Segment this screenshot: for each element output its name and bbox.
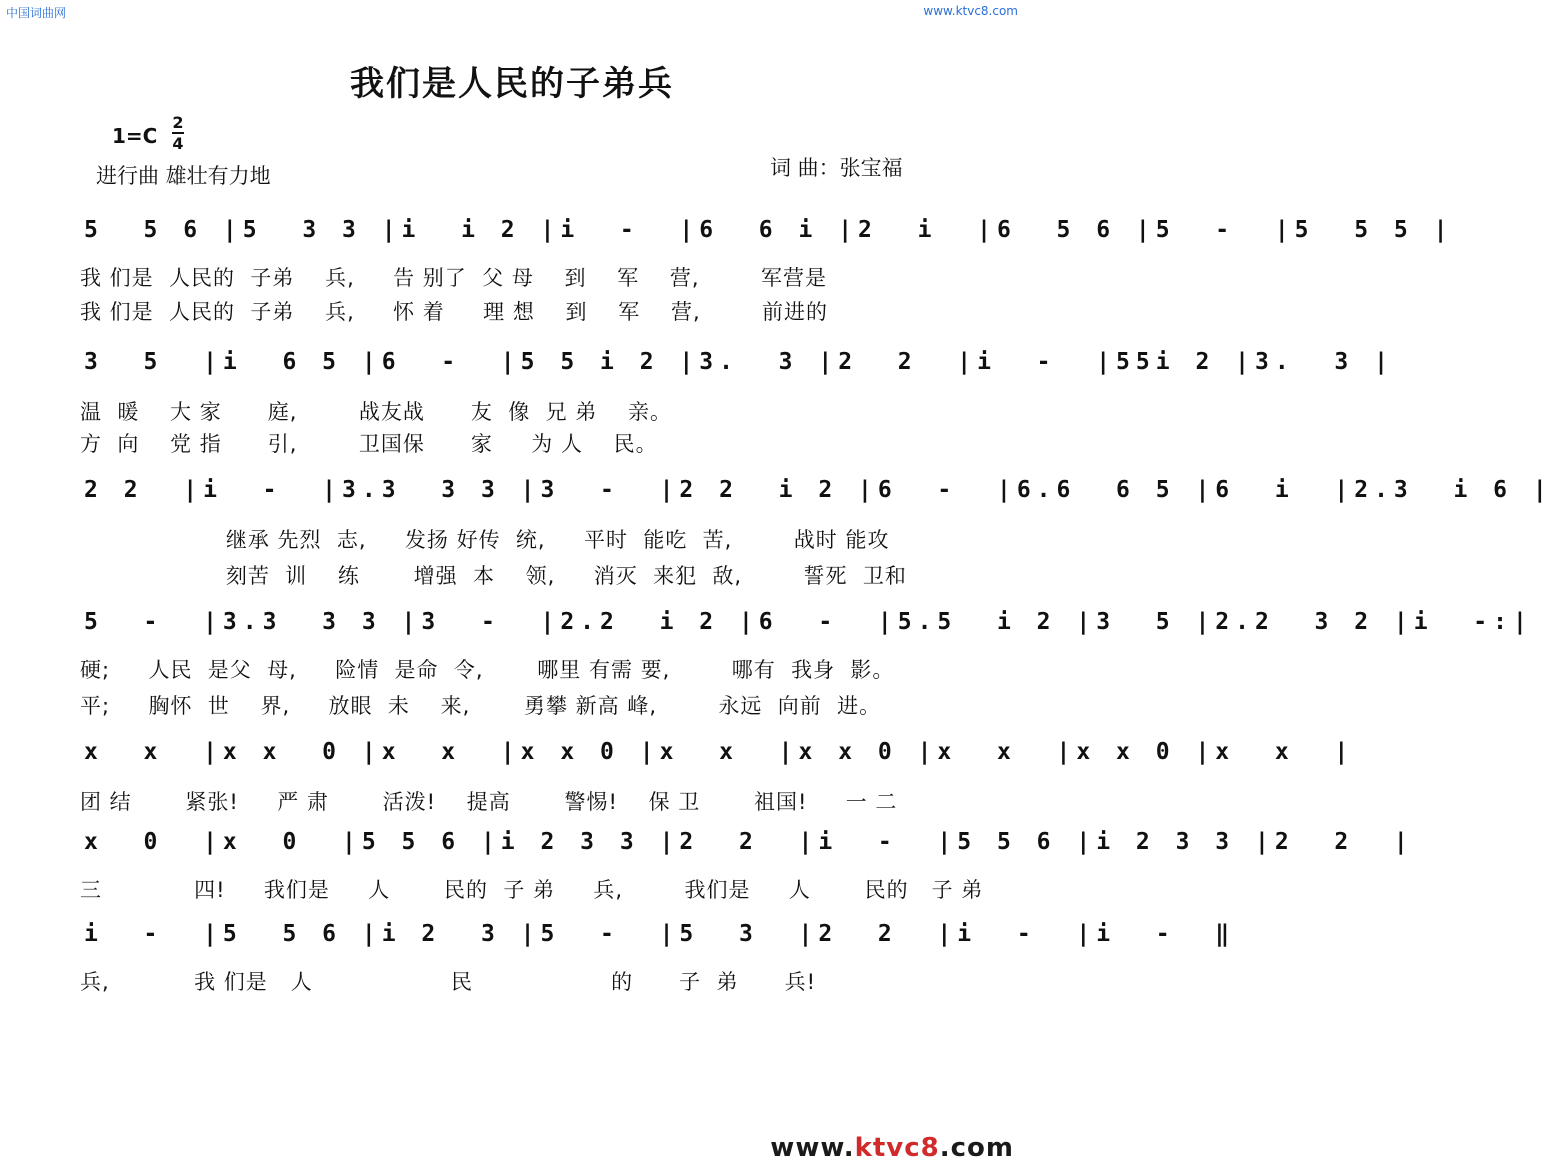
notes-line-7: i - |5 5 6 |i 2 3 |5 - |5 3 |2 2 |i - |i - ‖ <box>84 921 1236 947</box>
lyric-line-7: 兵, 我 们是 人 民 的 子 弟 兵! <box>80 970 816 994</box>
tempo-marking: 进行曲 雄壮有力地 <box>96 164 271 188</box>
music-line-6 <box>84 826 1414 866</box>
song-title: 我们是人民的子弟兵 <box>350 64 674 104</box>
lyric-line-4-verse-2: 平; 胸怀 世 界, 放眼 未 来, 勇攀 新高 峰, 永远 向前 进。 <box>80 694 882 718</box>
music-line-3 <box>84 474 1553 514</box>
lyric-line-5: 团 结 紧张! 严 肃 活泼! 提高 警惕! 保 卫 祖国! 一 二 <box>80 790 898 814</box>
watermark-suffix: .com <box>939 1133 1014 1163</box>
lyric-line-6: 三 四! 我们是 人 民的 子 弟 兵, 我们是 人 民的 子 弟 <box>80 878 984 902</box>
credit-line: 词 曲：张宝福 <box>770 156 903 180</box>
music-line-2 <box>84 346 1394 386</box>
site-label-left: 中国词曲网 <box>6 6 67 20</box>
lyric-line-2-verse-1: 温 暖 大 家 庭, 战友战 友 像 兄 弟 亲。 <box>80 400 672 424</box>
music-line-7 <box>84 918 1236 958</box>
notes-line-1: 5 5 6 |5 3 3 |i i 2 |i - |6 6 i |2 i |6 5 6 |5 - |5 5 5 | <box>84 217 1454 243</box>
time-top: 2 <box>172 113 184 132</box>
key-signature <box>112 113 184 153</box>
lyric-line-4-verse-1: 硬; 人民 是父 母, 险情 是命 令, 哪里 有需 要, 哪有 我身 影。 <box>80 658 895 682</box>
lyric-line-1-verse-1: 我 们是 人民的 子弟 兵, 告 别了 父 母 到 军 营, 军营是 <box>80 266 828 290</box>
time-signature <box>172 114 184 152</box>
notes-line-5: x x |x x 0 |x x |x x 0 |x x |x x 0 |x x |x x 0 |x x | <box>84 739 1355 765</box>
watermark-prefix: www. <box>770 1133 855 1163</box>
lyric-line-3-verse-1: 继承 先烈 志, 发扬 好传 统, 平时 能吃 苦, 战时 能攻 <box>80 528 890 552</box>
site-label-right[interactable]: www.ktvc8.com <box>923 4 1018 18</box>
notes-line-2: 3 5 |i 6 5 |6 - |5 5 i 2 |3. 3 |2 2 |i - |55i 2 |3. 3 | <box>84 349 1394 375</box>
music-line-5 <box>84 736 1355 776</box>
key-label: 1=C <box>112 124 158 148</box>
notes-line-4: 5 - |3.3 3 3 |3 - |2.2 i 2 |6 - |5.5 i 2 |3 5 |2.2 3 2 |i -:| <box>84 609 1533 635</box>
notes-line-3: 2 2 |i - |3.3 3 3 |3 - |2 2 i 2 |6 - |6.6 6 5 |6 i |2.3 i 6 | <box>84 477 1553 503</box>
notes-line-6: x 0 |x 0 |5 5 6 |i 2 3 3 |2 2 |i - |5 5 6 |i 2 3 3 |2 2 | <box>84 829 1414 855</box>
music-line-4 <box>84 606 1533 646</box>
time-bottom: 4 <box>172 134 184 153</box>
lyric-line-1-verse-2: 我 们是 人民的 子弟 兵, 怀 着 理 想 到 军 营, 前进的 <box>80 300 829 324</box>
watermark-brand: ktvc8 <box>854 1133 940 1163</box>
music-line-1 <box>84 214 1454 254</box>
lyric-line-2-verse-2: 方 向 党 指 引, 卫国保 家 为 人 民。 <box>80 432 658 456</box>
lyric-line-3-verse-2: 刻苦 训 练 增强 本 领, 消灭 来犯 敌, 誓死 卫和 <box>80 564 907 588</box>
watermark <box>770 1133 1014 1163</box>
